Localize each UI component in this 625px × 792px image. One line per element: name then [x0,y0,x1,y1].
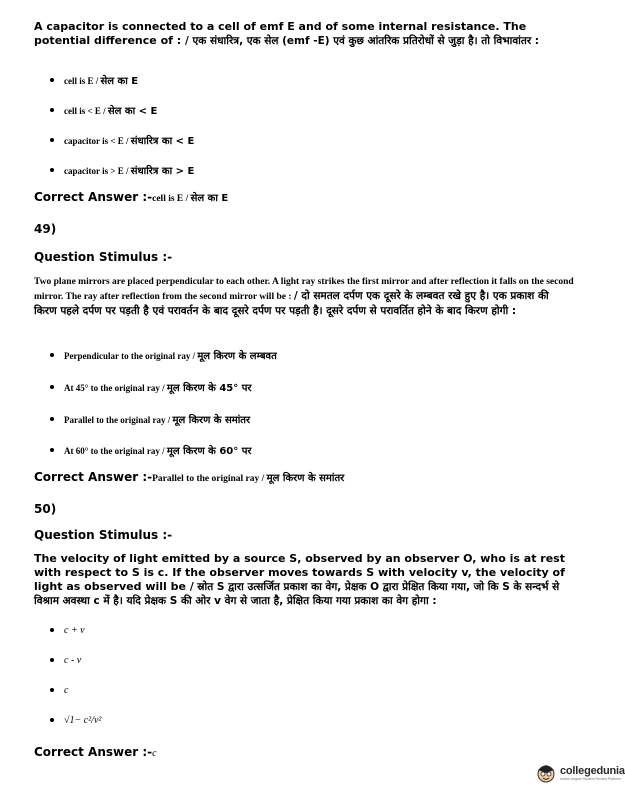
q48-option-2: cell is < E / सेल का < E [50,102,157,118]
q49-option-2: At 45° to the original ray / मूल किरण के 45° पर [50,379,252,395]
q48-option-4: capacitor is > E / संधारित्र का > E [50,162,194,178]
bullet-icon [50,718,54,722]
q49-correct-answer: Correct Answer :- Parallel to the original ray / मूल किरण के समांतर [34,470,345,484]
bullet-icon [50,108,54,112]
logo-name: collegedunia [560,765,625,777]
q49-option-1: Perpendicular to the original ray / मूल किरण के लम्बवत [50,347,277,363]
bullet-icon [50,417,54,421]
bullet-icon [50,168,54,172]
q49-stimulus-hi: / दो समतल दर्पण एक दूसरे के लम्बवत रखे हुए है। एक प्रकाश की किरण पहले दर्पण पर पड़ती है एवं परावर्तन के बाद दूसरे दर्पण पर पड़ती है। दूसरे दर्पण से परावर्तित होने के बाद किरण होगी : [34,290,549,317]
bullet-icon [50,78,54,82]
q48-option-3: capacitor is < E / संधारित्र का < E [50,132,194,148]
q49-stimulus [34,275,574,319]
q50-option-4: √1− c²/v² [50,712,101,728]
q50-stimulus-en: The velocity of light emitted by a source S, observed by an observer O, who is at rest with respect to S is c. If the observer moves towards S with velocity v, the velocity of light as observed will be [34,552,565,593]
q49-stimulus-en: Two plane mirrors are placed perpendicular to each other. A light ray strikes the first mirror and after reflection it falls on the second mirror. The ray after reflection from the second mirror will be : [34,277,574,302]
q48-correct-answer: Correct Answer :- cell is E / सेल का E [34,190,229,204]
logo-tagline: India's largest Student Review Platform [560,777,621,781]
q49-option-3: Parallel to the original ray / मूल किरण के समांतर [50,411,250,427]
q50-stimulus [34,552,574,608]
mascot-icon [535,762,557,784]
q50-option-2: c - v [50,652,81,668]
bullet-icon [50,385,54,389]
q50-stimulus-label: Question Stimulus :- [34,528,173,542]
q48-stimulus-hi: / एक संधारित्र, एक सेल (emf -E) एवं कुछ आंतरिक प्रतिरोधों से जुड़ा है। तो विभावांतर : [184,35,540,47]
q50-option-1: c + v [50,622,85,638]
q49-stimulus-label: Question Stimulus :- [34,250,173,264]
bullet-icon [50,448,54,452]
q48-stimulus [34,20,574,48]
bullet-icon [50,688,54,692]
q50-option-3: c [50,682,68,698]
q48-stimulus-en: A capacitor is connected to a cell of emf E and of some internal resistance. The potential difference of : [34,20,527,47]
bullet-icon [50,658,54,662]
q49-option-4: At 60° to the original ray / मूल किरण के 60° पर [50,442,252,458]
q50-correct-answer: Correct Answer :- c [34,745,157,759]
q50-number: 50) [34,502,57,516]
q50-stimulus-hi: / स्रोत S द्वारा उत्सर्जित प्रकाश का वेग, प्रेक्षक O द्वारा प्रेक्षित किया गया, जो कि S के सन्दर्भ से विश्राम अवस्था c में है। यदि प्रेक्षक S की ओर v वेग से जाता है, प्रेक्षित किया गया प्रकाश का वेग होगा : [34,581,560,607]
q49-number: 49) [34,222,57,236]
collegedunia-logo [535,762,625,784]
q48-option-1: cell is E / सेल का E [50,72,138,88]
bullet-icon [50,628,54,632]
bullet-icon [50,353,54,357]
bullet-icon [50,138,54,142]
